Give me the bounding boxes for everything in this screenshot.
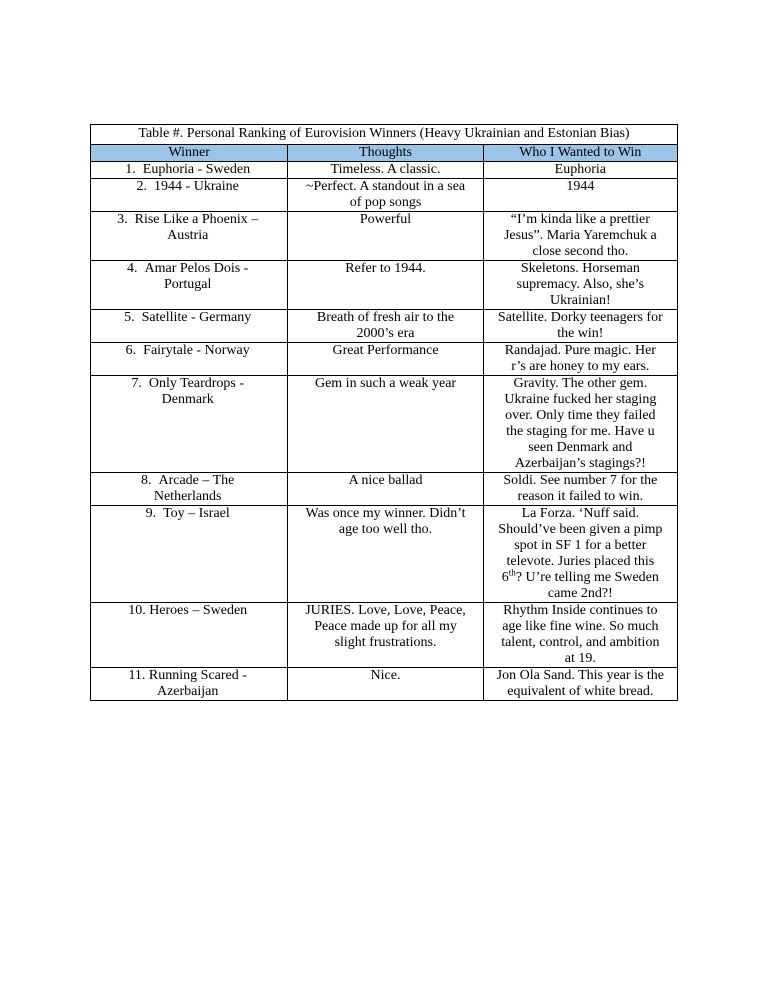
cell-line: 2000’s era (356, 326, 415, 341)
header-row (91, 145, 678, 162)
cell-line: televote. Juries placed this (506, 554, 655, 569)
cell-line: over. Only time they failed (505, 408, 656, 423)
thoughts-cell (288, 162, 483, 179)
cell-line: age like fine wine. So much (502, 619, 659, 634)
cell-line: Azerbaijan’s stagings?! (514, 456, 646, 471)
ordinal-number: 6 (501, 570, 509, 585)
header-thoughts: Thoughts (288, 145, 483, 162)
cell-line: Euphoria (554, 162, 606, 177)
wanted-cell (483, 261, 677, 310)
wanted-cell (483, 179, 677, 212)
cell-line: Rhythm Inside continues to (503, 603, 658, 618)
table-row (91, 668, 678, 701)
cell-line: Austria (167, 228, 209, 243)
winner-cell (91, 506, 288, 603)
cell-line: Timeless. A classic. (330, 162, 441, 177)
thoughts-cell (288, 261, 483, 310)
cell-line: ~Perfect. A standout in a sea (305, 179, 466, 194)
table-row (91, 603, 678, 668)
cell-text: ? U’re telling me Sweden (515, 570, 659, 585)
cell-line: r’s are honey to my ears. (511, 359, 650, 374)
wanted-cell (483, 668, 677, 701)
cell-line: JURIES. Love, Love, Peace, (305, 603, 466, 618)
cell-line: Breath of fresh air to the (316, 310, 455, 325)
cell-line: Should’ve been given a pimp (498, 522, 663, 537)
cell-line: at 19. (564, 651, 596, 666)
cell-line: 4. Amar Pelos Dois - (127, 261, 249, 276)
winner-cell (91, 376, 288, 473)
cell-line: 6. Fairytale - Norway (125, 343, 250, 358)
cell-line: La Forza. ‘Nuff said. (521, 506, 640, 521)
wanted-cell (483, 376, 677, 473)
cell-line: “I’m kinda like a prettier (510, 212, 650, 227)
cell-line: the staging for me. Have u (506, 424, 655, 439)
cell-line: spot in SF 1 for a better (514, 538, 647, 553)
cell-line: supremacy. Also, she’s (516, 277, 645, 292)
cell-line: 11. Running Scared - (128, 668, 247, 683)
ordinal-suffix: th (508, 567, 516, 578)
table-row (91, 506, 678, 603)
table-row (91, 162, 678, 179)
cell-line: Portugal (163, 277, 212, 292)
wanted-cell (483, 506, 677, 603)
wanted-cell (483, 343, 677, 376)
cell-line: Skeletons. Horseman (520, 261, 640, 276)
wanted-cell (483, 310, 677, 343)
thoughts-cell (288, 506, 483, 603)
cell-line: Great Performance (332, 343, 439, 358)
cell-line: close second tho. (532, 244, 629, 259)
cell-line: Azerbaijan (156, 684, 219, 699)
table-row (91, 310, 678, 343)
winner-cell (91, 473, 288, 506)
cell-line: talent, control, and ambition (501, 635, 660, 650)
cell-line: 1. Euphoria - Sweden (125, 162, 251, 177)
thoughts-cell (288, 179, 483, 212)
table-row (91, 261, 678, 310)
cell-line: reason it failed to win. (517, 489, 644, 504)
winner-cell (91, 603, 288, 668)
thoughts-cell (288, 603, 483, 668)
cell-line: Ukrainian! (550, 293, 611, 308)
wanted-cell (483, 162, 677, 179)
cell-line: came 2nd?! (547, 586, 613, 601)
cell-line: slight frustrations. (334, 635, 437, 650)
table-body (91, 162, 678, 701)
thoughts-cell (288, 212, 483, 261)
cell-line: 1944 (566, 179, 595, 194)
cell-line: equivalent of white bread. (507, 684, 654, 699)
cell-line: 5. Satellite - Germany (124, 310, 252, 325)
cell-line: Ukraine fucked her staging (504, 392, 657, 407)
cell-line: Powerful (359, 212, 412, 227)
cell-line: of pop songs (349, 195, 422, 210)
cell-line: 7. Only Teardrops - (131, 376, 245, 391)
ranking-table (90, 124, 678, 701)
table-row (91, 179, 678, 212)
table-row (91, 376, 678, 473)
winner-cell (91, 261, 288, 310)
table-row (91, 473, 678, 506)
winner-cell (91, 212, 288, 261)
table-row (91, 212, 678, 261)
winner-cell (91, 162, 288, 179)
table-caption: Table #. Personal Ranking of Eurovision Winners (Heavy Ukrainian and Estonian Bias) (91, 125, 678, 145)
table-row (91, 343, 678, 376)
cell-line: 2. 1944 - Ukraine (136, 179, 239, 194)
cell-line: Jesus”. Maria Yaremchuk a (503, 228, 657, 243)
cell-line: the win! (557, 326, 604, 341)
cell-line: Netherlands (153, 489, 222, 504)
winner-cell (91, 310, 288, 343)
cell-line: Soldi. See number 7 for the (503, 473, 658, 488)
cell-line: Randajad. Pure magic. Her (504, 343, 656, 358)
cell-line: Satellite. Dorky teenagers for (497, 310, 663, 325)
winner-cell (91, 343, 288, 376)
thoughts-cell (288, 310, 483, 343)
cell-line: Jon Ola Sand. This year is the (496, 668, 664, 683)
thoughts-cell (288, 668, 483, 701)
cell-line: Gem in such a weak year (314, 376, 457, 391)
cell-line: Refer to 1944. (345, 261, 426, 276)
winner-cell (91, 179, 288, 212)
thoughts-cell (288, 473, 483, 506)
cell-line: seen Denmark and (528, 440, 633, 455)
cell-line: age too well tho. (338, 522, 433, 537)
cell-line: 9. Toy – Israel (145, 506, 230, 521)
cell-line: Denmark (161, 392, 214, 407)
header-wanted: Who I Wanted to Win (483, 145, 677, 162)
cell-line: A nice ballad (348, 473, 423, 488)
wanted-cell (483, 212, 677, 261)
thoughts-cell (288, 343, 483, 376)
wanted-cell (483, 473, 677, 506)
header-winner: Winner (91, 145, 288, 162)
cell-line: 3. Rise Like a Phoenix – (117, 212, 259, 227)
winner-cell (91, 668, 288, 701)
cell-line (487, 567, 674, 586)
thoughts-cell (288, 376, 483, 473)
cell-line: Nice. (370, 668, 401, 683)
wanted-cell (483, 603, 677, 668)
cell-line: 8. Arcade – The (140, 473, 235, 488)
cell-line: Was once my winner. Didn’t (305, 506, 466, 521)
cell-line: 10. Heroes – Sweden (128, 603, 248, 618)
cell-line: Peace made up for all my (314, 619, 457, 634)
cell-line: Gravity. The other gem. (513, 376, 648, 391)
